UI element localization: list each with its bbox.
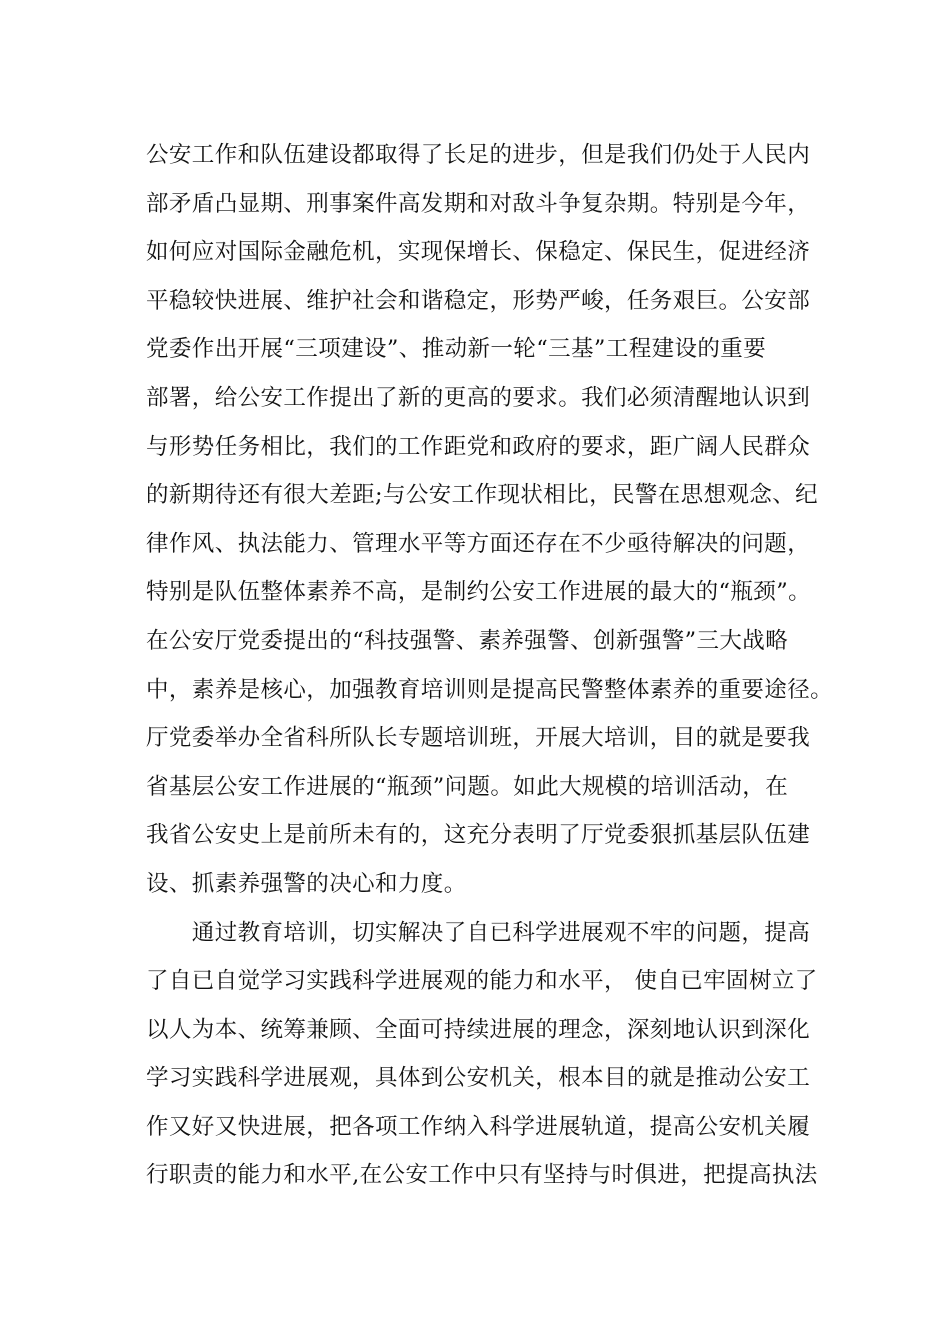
text-line: 在公安厅党委提出的“科技强警、素养强警、创新强警”三大战略	[146, 627, 789, 654]
text-line: 特别是队伍整体素养不高，是制约公安工作进展的最大的“瓶颈”。	[146, 579, 812, 606]
text-line: 设、抓素养强警的决心和力度。	[146, 870, 467, 897]
text-line: 通过教育培训，切实解决了自已科学进展观不牢的问题，提高	[146, 919, 811, 946]
text-line: 公安工作和队伍建设都取得了长足的进步，但是我们仍处于人民内	[146, 142, 811, 168]
text-line: 部矛盾凸显期、刑事案件高发期和对敌斗争复杂期。特别是今年，	[146, 190, 811, 217]
text-line: 我省公安史上是前所未有的，这充分表明了厅党委狠抓基层队伍建	[146, 822, 811, 849]
text-line: 了自已自觉学习实践科学进展观的能力和水平， 使自已牢固树立了	[146, 968, 818, 995]
text-line: 律作风、执法能力、管理水平等方面还存在不少亟待解决的问题，	[146, 530, 811, 557]
text-line: 部署，给公安工作提出了新的更高的要求。我们必须清醒地认识到	[146, 384, 811, 411]
text-line: 中，素养是核心，加强教育培训则是提高民警整体素养的重要途径。	[146, 676, 834, 703]
text-line: 如何应对国际金融危机，实现保增长、保稳定、保民生，促进经济	[146, 239, 811, 266]
text-line: 省基层公安工作进展的“瓶颈”问题。如此大规模的培训活动，在	[146, 773, 789, 800]
text-line: 党委作出开展“三项建设”、推动新一轮“三基”工程建设的重要	[146, 336, 767, 363]
text-line: 行职责的能力和水平,在公安工作中只有坚持与时俱进，把提高执法	[146, 1162, 818, 1189]
text-line: 学习实践科学进展观，具体到公安机关，根本目的就是推动公安工	[146, 1065, 811, 1092]
text-line: 平稳较快进展、维护社会和谐稳定，形势严峻，任务艰巨。公安部	[146, 287, 811, 314]
text-line: 以人为本、统筹兼顾、全面可持续进展的理念，深刻地认识到深化	[146, 1016, 811, 1043]
text-line: 的新期待还有很大差距;与公安工作现状相比，民警在思想观念、纪	[146, 482, 819, 509]
text-line: 厅党委举办全省科所队长专题培训班，开展大培训，目的就是要我	[146, 725, 811, 752]
body-text	[146, 131, 836, 1200]
text-line: 作又好又快进展，把各项工作纳入科学进展轨道，提高公安机关履	[146, 1113, 811, 1140]
text-line: 与形势任务相比，我们的工作距党和政府的要求，距广阔人民群众	[146, 433, 811, 460]
